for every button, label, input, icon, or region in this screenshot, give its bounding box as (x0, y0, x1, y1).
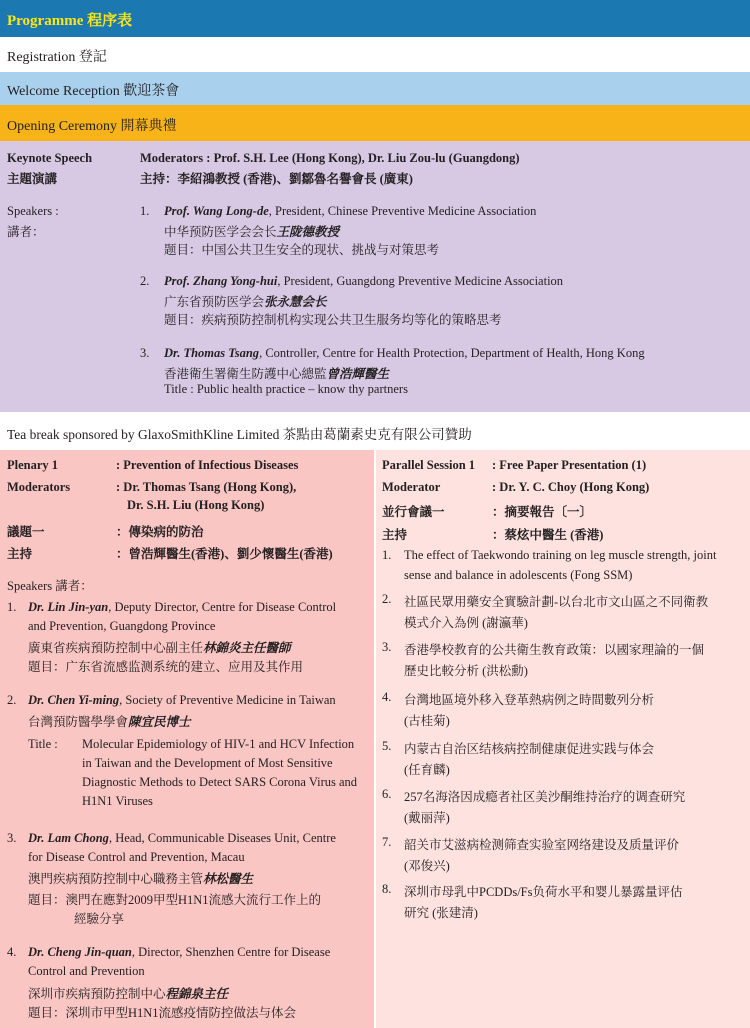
paper-line: 社區民眾用藥安全實驗計劃-以台北市文山區之不同衛教 (404, 595, 709, 609)
speaker-zh-role: 中华预防医学会会长 (164, 225, 277, 239)
keynote-speakers-zh: 講者： (7, 225, 45, 239)
speaker-number: 3. (140, 346, 150, 360)
speaker-name: Dr. Thomas Tsang (164, 346, 260, 360)
speaker-name: Prof. Wang Long-de (164, 204, 269, 218)
keynote-label-en: Keynote Speech (7, 151, 93, 165)
parallel-label: Parallel Session 1 (382, 458, 476, 472)
speaker-zh-line (28, 984, 228, 1002)
speaker-affiliation: , Director, Shenzhen Centre for Disease (131, 945, 331, 959)
paper-line: (任育麟) (404, 763, 450, 777)
keynote-label-zh: 主題演講 (7, 172, 58, 186)
speaker-topic: Title : Public health practice – know thy partners (164, 382, 408, 396)
speaker-topic: 题目：中国公共卫生安全的现状、挑战与对策思考 (164, 243, 440, 257)
speaker-number: 1. (7, 600, 17, 614)
speaker-zh-line (164, 292, 327, 310)
welcome-reception-label: Welcome Reception 歡迎茶會 (7, 84, 180, 99)
plenary-moderator-1: : Dr. Thomas Tsang (Hong Kong), (116, 480, 297, 494)
speaker-number: 4. (7, 945, 17, 959)
parallel-zh-moderator-label: 主持 (382, 528, 408, 542)
plenary-label: Plenary 1 (7, 458, 59, 472)
speaker-zh-role: 深圳市疾病預防控制中心 (28, 987, 166, 1001)
keynote-moderators-zh: 主持：李紹鴻教授 (香港)、劉鄒魯名譽會長 (廣東) (140, 172, 413, 186)
paper-number: 5. (382, 739, 392, 753)
paper-line: The effect of Taekwondo training on leg muscle strength, joint (404, 548, 717, 562)
paper-line: (邓俊兴) (404, 859, 450, 873)
speaker-zh-line (164, 364, 389, 382)
speaker-affiliation-2: for Disease Control and Prevention, Macau (28, 850, 245, 864)
paper-line: 257名海洛因成瘾者社区美沙酮维持治疗的调查研究 (404, 790, 686, 804)
keynote-speakers-en: Speakers : (7, 204, 59, 218)
parallel-zh-topic: ：摘要報告〔一〕 (492, 505, 593, 519)
speaker-title-label: Title : (28, 737, 58, 751)
speaker-line (164, 346, 645, 361)
speaker-zh-name: 林錦炎主任醫師 (203, 641, 291, 655)
speaker-topic-2: 經驗分享 (74, 912, 125, 926)
speaker-zh-line (28, 638, 291, 656)
parallel-session-column (376, 450, 750, 1028)
speaker-topic: 題目：深圳市甲型H1N1流感疫情防控做法与体会 (28, 1006, 297, 1020)
speaker-topic: 題目：广东省流感监测系统的建立、应用及其作用 (28, 660, 304, 674)
speaker-affiliation: , Controller, Centre for Health Protection, Department of Health, Hong Kong (259, 346, 645, 360)
paper-number: 3. (382, 640, 392, 654)
plenary-zh-moderators: ：曾浩輝醫生(香港)、劉少懷醫生(香港) (116, 547, 333, 561)
speaker-number: 3. (7, 831, 17, 845)
paper-number: 2. (382, 592, 392, 606)
keynote-moderators-en: Moderators : Prof. S.H. Lee (Hong Kong), Dr. Liu Zou-lu (Guangdong) (140, 151, 520, 165)
speaker-affiliation-2: and Prevention, Guangdong Province (28, 619, 216, 633)
paper-number: 4. (382, 690, 392, 704)
paper-line: 歷史比較分析 (洪松勳) (404, 664, 528, 678)
plenary-zh-topic: ：傳染病的防治 (116, 525, 204, 539)
paper-line: 香港學校教育的公共衛生教育政策：以國家理論的一個 (404, 643, 705, 657)
speaker-line (164, 204, 536, 219)
plenary-moderators-label: Moderators (7, 480, 71, 494)
speaker-affiliation: , President, Chinese Preventive Medicine Association (268, 204, 537, 218)
paper-line: 研究 (张建清) (404, 906, 478, 920)
paper-line: sense and balance in adolescents (Fong SSM) (404, 568, 633, 582)
registration-row (0, 37, 750, 72)
speaker-title-line: in Taiwan and the Development of Most Sensitive (82, 756, 333, 770)
speaker-zh-role: 广东省预防医学会 (164, 295, 265, 309)
speaker-name: Dr. Lin Jin-yan (28, 600, 109, 614)
paper-line: (古桂菊) (404, 714, 450, 728)
parallel-zh-label: 並行會議一 (382, 505, 445, 519)
plenary-zh-label: 議題一 (7, 525, 45, 539)
speaker-zh-line (164, 222, 339, 240)
speaker-name: Prof. Zhang Yong-hui (164, 274, 278, 288)
paper-line: 模式介入為例 (謝瀛華) (404, 616, 528, 630)
welcome-reception-row (0, 72, 750, 105)
paper-line: 内蒙古自治区结核病控制健康促进实践与体会 (404, 742, 655, 756)
paper-number: 8. (382, 882, 392, 896)
parallel-moderator-label: Moderator (382, 480, 441, 494)
speaker-zh-role: 廣東省疾病預防控制中心副主任 (28, 641, 204, 655)
speaker-zh-name: 张永慧会长 (264, 295, 327, 309)
plenary-topic: : Prevention of Infectious Diseases (116, 458, 299, 472)
parallel-zh-moderator: ：蔡炫中醫生 (香港) (492, 528, 604, 542)
speaker-zh-name: 程錦泉主任 (165, 987, 229, 1001)
speaker-line (164, 274, 563, 289)
speaker-line (28, 600, 336, 615)
speaker-zh-name: 王陇德教授 (276, 225, 340, 239)
speaker-zh-name: 林松醫生 (203, 872, 254, 886)
speaker-zh-line (28, 869, 253, 887)
speaker-title-line: H1N1 Viruses (82, 794, 153, 808)
speaker-affiliation: , Head, Communicable Diseases Unit, Centre (108, 831, 336, 845)
speaker-zh-role: 澳門疾病預防控制中心職務主管 (28, 872, 204, 886)
opening-ceremony-row (0, 105, 750, 141)
plenary-zh-moderator-label: 主持 (7, 547, 33, 561)
paper-line: 台灣地區境外移入登革熱病例之時間數列分析 (404, 693, 655, 707)
speaker-title-line: Diagnostic Methods to Detect SARS Corona Virus and (82, 775, 358, 789)
speaker-affiliation-2: Control and Prevention (28, 964, 145, 978)
speaker-zh-name: 曾浩輝醫生 (326, 367, 390, 381)
speaker-number: 2. (7, 693, 17, 707)
speaker-name: Dr. Lam Chong (28, 831, 109, 845)
speaker-zh-role: 香港衛生署衛生防護中心總監 (164, 367, 327, 381)
speaker-title-line: Molecular Epidemiology of HIV-1 and HCV Infection (82, 737, 355, 751)
paper-line: 韶关市艾滋病检测筛查实验室网络建设及质量评价 (404, 838, 680, 852)
speaker-number: 1. (140, 204, 150, 218)
plenary-speakers-label: Speakers 講者： (7, 579, 93, 593)
keynote-section (0, 141, 750, 412)
paper-number: 1. (382, 548, 392, 562)
paper-number: 7. (382, 835, 392, 849)
speaker-number: 2. (140, 274, 150, 288)
paper-line: (戴丽萍) (404, 811, 450, 825)
speaker-name: Dr. Chen Yi-ming (28, 693, 120, 707)
speaker-line (28, 945, 330, 960)
registration-label: Registration 登記 (7, 50, 107, 65)
opening-ceremony-label: Opening Ceremony 開幕典禮 (7, 119, 177, 134)
parallel-topic: : Free Paper Presentation (1) (492, 458, 647, 472)
speaker-zh-name: 陳宜民博士 (128, 715, 191, 729)
speaker-line (28, 831, 336, 846)
tea-break-row (0, 412, 750, 450)
speaker-topic: 题目：疾病预防控制机构实现公共卫生服务均等化的策略思考 (164, 313, 502, 327)
parallel-moderator: : Dr. Y. C. Choy (Hong Kong) (492, 480, 650, 494)
speaker-affiliation: , Deputy Director, Centre for Disease Control (108, 600, 337, 614)
speaker-affiliation: , President, Guangdong Preventive Medicine Association (277, 274, 564, 288)
speaker-affiliation: , Society of Preventive Medicine in Taiwan (119, 693, 336, 707)
speaker-line (28, 693, 336, 708)
speaker-name: Dr. Cheng Jin-quan (28, 945, 132, 959)
speaker-topic: 題目：澳門在應對2009甲型H1N1流感大流行工作上的 (28, 893, 322, 907)
tea-break-label: Tea break sponsored by GlaxoSmithKline Limited 茶點由葛蘭素史克有限公司贊助 (7, 427, 472, 442)
plenary-moderator-2: Dr. S.H. Liu (Hong Kong) (127, 498, 265, 512)
paper-number: 6. (382, 787, 392, 801)
programme-header (0, 0, 750, 37)
paper-line: 深圳市母乳中PCDDs/Fs负荷水平和婴儿暴露量评估 (404, 885, 683, 899)
programme-title: Programme 程序表 (7, 13, 133, 29)
plenary-session-column (0, 450, 374, 1028)
speaker-zh-line (28, 712, 191, 730)
speaker-zh-role: 台灣預防醫學學會 (28, 715, 129, 729)
